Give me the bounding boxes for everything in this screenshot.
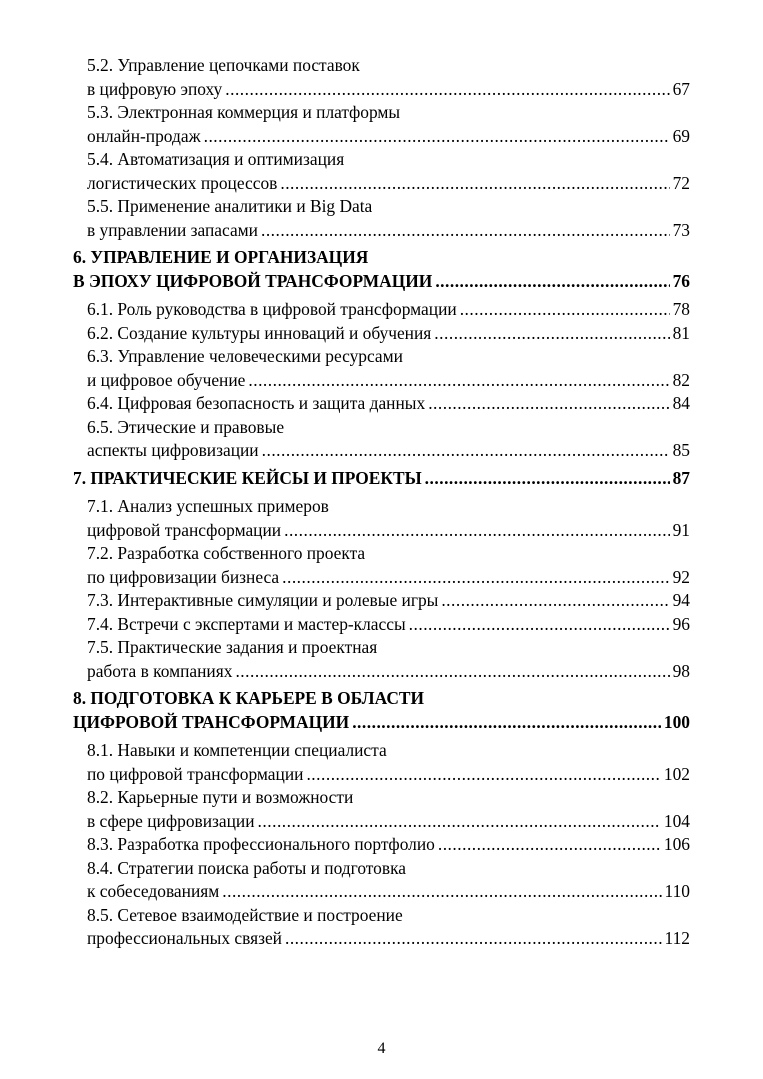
toc-chapter-entry	[73, 246, 690, 293]
dot-leader	[306, 763, 660, 787]
toc-section-entry	[73, 298, 690, 322]
toc-section-entry	[73, 322, 690, 346]
dot-leader	[460, 298, 670, 322]
toc-page-number: 67	[672, 78, 690, 99]
toc-entry-title-line: 8. ПОДГОТОВКА К КАРЬЕРЕ В ОБЛАСТИ	[73, 688, 425, 708]
toc-entry-leader-line	[87, 298, 690, 322]
toc-page-number: 94	[672, 590, 690, 610]
toc-section-entry	[73, 542, 690, 589]
dot-leader	[428, 392, 669, 416]
toc-entry-title-line: 8.4. Стратегии поиска работы и подготовка	[87, 857, 406, 878]
toc-entry-leader-line	[87, 660, 690, 684]
toc-entry-title: 7.3. Интерактивные симуляции и ролевые игры	[87, 590, 439, 610]
toc-page-number: 76	[672, 270, 690, 291]
dot-leader	[204, 125, 670, 149]
toc-entry-title: по цифровизации бизнеса	[87, 566, 280, 587]
toc-entry-title-line: 5.4. Автоматизация и оптимизация	[87, 149, 345, 169]
toc-entry-title: онлайн-продаж	[87, 125, 201, 146]
dot-leader	[438, 833, 661, 857]
toc-entry-leader-line	[87, 880, 690, 904]
toc-entry-title-line: 6. УПРАВЛЕНИЕ И ОРГАНИЗАЦИЯ	[73, 247, 369, 267]
toc-section-entry	[73, 416, 690, 463]
toc-entry-leader-line	[87, 833, 690, 857]
toc-page-number: 110	[664, 881, 690, 901]
toc-page-number: 106	[663, 834, 690, 854]
toc-page-number: 112	[664, 928, 690, 948]
toc-section-entry	[73, 904, 690, 951]
toc-entry-leader-line	[87, 322, 690, 346]
toc-entry-leader-line	[87, 810, 690, 834]
toc-section-entry	[73, 392, 690, 416]
toc-entry-title-line: 5.5. Применение аналитики и Big Data	[87, 196, 373, 216]
dot-leader	[261, 219, 670, 243]
dot-leader	[280, 172, 669, 196]
toc-entry-title-line: 7.5. Практические задания и проектная	[87, 637, 378, 657]
toc-entry-leader-line	[87, 589, 690, 613]
dot-leader	[285, 927, 662, 951]
toc-section-entry	[73, 833, 690, 857]
toc-entry-title-line: 8.1. Навыки и компетенции специалиста	[87, 740, 387, 760]
dot-leader	[409, 613, 670, 637]
toc-entry-title: 7.4. Встречи с экспертами и мастер-классы	[87, 613, 406, 634]
toc-entry-title: к собеседованиям	[87, 881, 220, 901]
toc-entry-title-line: 5.2. Управление цепочками поставок	[87, 55, 360, 75]
toc-page-number: 81	[672, 322, 690, 343]
toc-entry-leader-line	[87, 927, 690, 951]
dot-leader	[425, 467, 670, 491]
toc-entry-title-line: 8.2. Карьерные пути и возможности	[87, 787, 354, 807]
toc-entry-leader-line	[87, 613, 690, 637]
dot-leader	[222, 880, 661, 904]
toc-entry-title-line: 7.2. Разработка собственного проекта	[87, 543, 366, 563]
toc-entry-title-line: 8.5. Сетевое взаимодействие и построение	[87, 904, 403, 925]
toc-page-number: 100	[663, 711, 690, 732]
dot-leader	[352, 711, 661, 735]
toc-section-entry	[73, 495, 690, 542]
toc-page-number: 87	[672, 467, 690, 488]
toc-section-entry	[73, 786, 690, 833]
toc-page-number: 84	[672, 393, 690, 413]
dot-leader	[435, 270, 669, 294]
toc-page-number: 98	[672, 660, 690, 681]
toc-section-entry	[73, 54, 690, 101]
toc-entry-title: в управлении запасами	[87, 219, 258, 240]
toc-entry-title: и цифровое обучение	[87, 369, 246, 390]
toc-section-entry	[73, 589, 690, 613]
toc-chapter-entry	[73, 467, 690, 491]
toc-section-entry	[73, 148, 690, 195]
toc-entry-title: В ЭПОХУ ЦИФРОВОЙ ТРАНСФОРМАЦИИ	[73, 270, 433, 291]
toc-entry-title: цифровой трансформации	[87, 519, 282, 540]
toc-section-entry	[73, 613, 690, 637]
toc-entry-leader-line	[87, 125, 690, 149]
toc-entry-leader-line	[73, 467, 690, 491]
toc-entry-title: ЦИФРОВОЙ ТРАНСФОРМАЦИИ	[73, 711, 350, 732]
toc-page-number: 72	[672, 172, 690, 193]
toc-entry-leader-line	[87, 519, 690, 543]
toc-chapter-entry	[73, 687, 690, 734]
dot-leader	[441, 589, 669, 613]
toc-section-entry	[73, 195, 690, 242]
toc-entry-leader-line	[87, 566, 690, 590]
toc-entry-leader-line	[87, 392, 690, 416]
toc-entry-title-line: 5.3. Электронная коммерция и платформы	[87, 102, 401, 122]
toc-entry-title: 6.2. Создание культуры инноваций и обучения	[87, 322, 432, 343]
toc-entry-title-line: 6.5. Этические и правовые	[87, 416, 285, 437]
dot-leader	[282, 566, 669, 590]
toc-page-number: 91	[672, 519, 690, 540]
page-number: 4	[377, 1040, 386, 1057]
toc-entry-title: по цифровой трансформации	[87, 763, 304, 784]
toc-entry-title-line: 7.1. Анализ успешных примеров	[87, 496, 329, 516]
toc-page-number: 69	[672, 125, 690, 146]
toc-entry-title: 6.4. Цифровая безопасность и защита данных	[87, 393, 426, 413]
toc-entry-leader-line	[87, 219, 690, 243]
toc-section-entry	[73, 739, 690, 786]
toc-entry-leader-line	[87, 763, 690, 787]
toc-entry-leader-line	[73, 270, 690, 294]
table-of-contents	[73, 54, 690, 951]
toc-page-number: 78	[672, 299, 690, 319]
toc-entry-title: 7. ПРАКТИЧЕСКИЕ КЕЙСЫ И ПРОЕКТЫ	[73, 467, 422, 488]
dot-leader	[225, 78, 669, 102]
toc-entry-title: в цифровую эпоху	[87, 78, 223, 99]
toc-section-entry	[73, 101, 690, 148]
dot-leader	[258, 810, 661, 834]
dot-leader	[284, 519, 670, 543]
toc-page-number: 73	[672, 219, 690, 240]
toc-section-entry	[73, 345, 690, 392]
toc-entry-title: в сфере цифровизации	[87, 810, 255, 831]
toc-entry-leader-line	[87, 439, 690, 463]
toc-entry-title: 6.1. Роль руководства в цифровой трансформации	[87, 299, 457, 319]
toc-entry-title: аспекты цифровизации	[87, 440, 259, 460]
toc-entry-title: 8.3. Разработка профессионального портфолио	[87, 834, 435, 854]
toc-entry-title-line: 6.3. Управление человеческими ресурсами	[87, 346, 403, 366]
toc-section-entry	[73, 636, 690, 683]
toc-entry-leader-line	[87, 369, 690, 393]
toc-entry-leader-line	[73, 711, 690, 735]
toc-entry-title: профессиональных связей	[87, 928, 282, 948]
toc-entry-title: логистических процессов	[87, 172, 278, 193]
toc-page-number: 104	[663, 810, 690, 831]
toc-page-number: 82	[672, 369, 690, 390]
toc-entry-leader-line	[87, 172, 690, 196]
toc-page-number: 96	[672, 613, 690, 634]
toc-entry-title: работа в компаниях	[87, 660, 233, 681]
dot-leader	[434, 322, 669, 346]
dot-leader	[248, 369, 669, 393]
toc-page-number: 102	[663, 763, 690, 784]
toc-entry-leader-line	[87, 78, 690, 102]
toc-section-entry	[73, 857, 690, 904]
toc-page-number: 85	[672, 440, 690, 460]
toc-page-number: 92	[672, 566, 690, 587]
dot-leader	[262, 439, 670, 463]
dot-leader	[235, 660, 669, 684]
